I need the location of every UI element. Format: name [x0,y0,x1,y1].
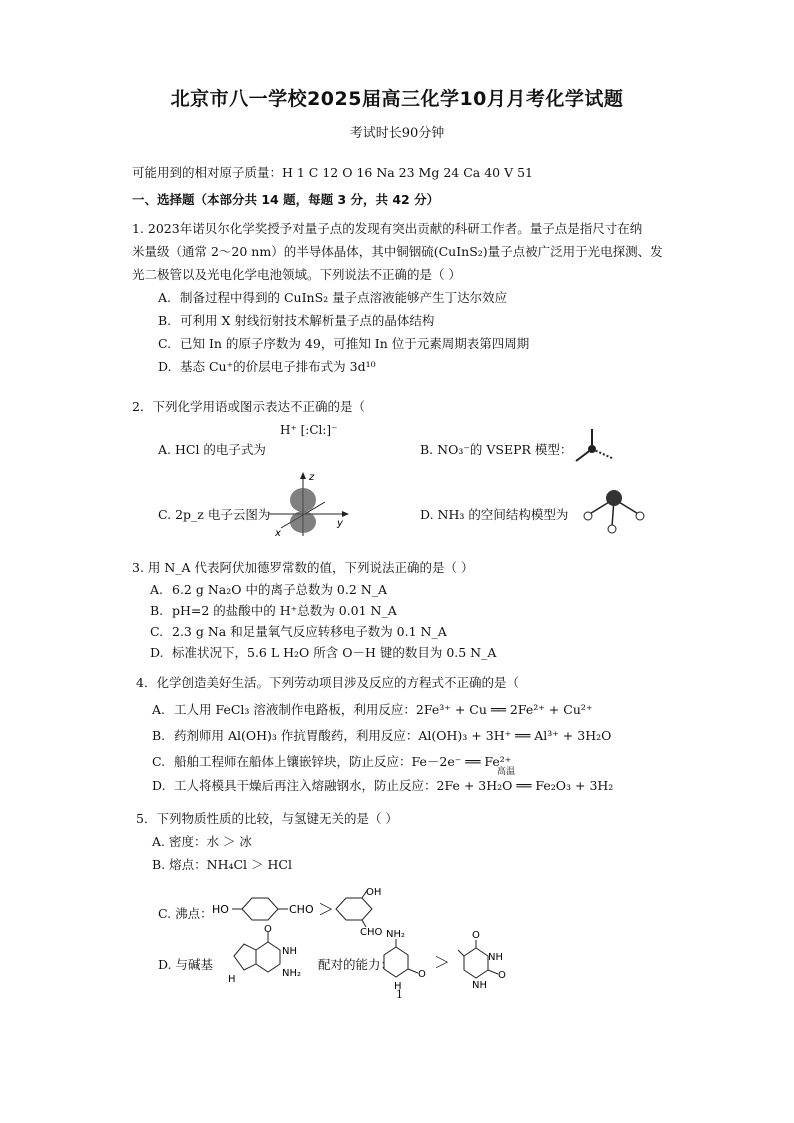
nh3-ball-stick-model [578,485,650,537]
cho-label-ortho: CHO [360,927,383,935]
thymine-nh-label: NH [488,952,503,963]
q2-option-a[interactable]: A. HCl 的电子式为 [158,442,266,457]
cytosine-structure [380,925,440,997]
axis-x-label: x [275,528,281,539]
q2-stem: 2．下列化学用语或图示表达不正确的是（ [132,399,365,414]
pz-orbital-diagram [265,470,355,540]
vsepr-model-diagram [570,425,626,469]
cytosine-nh2-label: NH₂ [386,929,406,940]
guanine-o-label: O [264,924,272,935]
cytosine-o-label: O [418,969,426,980]
q3-option-a[interactable]: A. 6.2 g Na₂O 中的离子总数为 0.2 N_A [150,582,387,597]
axis-y-label: y [337,518,343,529]
comparison-gt-2: ＞ [434,953,451,972]
q4-option-d[interactable]: D. 工人将模具干燥后再注入熔融钢水，防止反应：2Fe + 3H₂O ══ Fe₂O₃ + 3H₂ [152,778,614,793]
q3-stem: 3. 用 N_A 代表阿伏加德罗常数的值，下列说法正确的是（ ） [132,560,474,575]
page-title: 北京市八一学校2025届高三化学10月月考化学试题 [170,88,624,110]
guanine-structure [222,924,312,990]
exam-duration: 考试时长90分钟 [349,126,445,141]
comparison-gt: ＞ [318,900,335,919]
hcl-electron-formula: H⁺ [:Cl:]⁻ [280,423,338,437]
q3-option-b[interactable]: B. pH=2 的盐酸中的 H⁺总数为 0.01 N_A [150,603,397,618]
cytosine-h-label: H [394,981,402,992]
section-heading: 一、选择题（本部分共 14 题，每题 3 分，共 42 分） [132,192,440,207]
cho-label-para: CHO [289,903,314,916]
q3-option-c[interactable]: C. 2.3 g Na 和足量氧气反应转移电子数为 0.1 N_A [150,624,447,639]
q1-option-d[interactable]: D. 基态 Cu⁺的价层电子排布式为 3d¹⁰ [158,359,376,374]
thymine-nh-bottom-label: NH [472,980,487,991]
thymine-o-label: O [472,930,480,941]
q1-stem-line1: 1. 2023年诺贝尔化学奖授予对量子点的发现有突出贡献的科研工作者。量子点是指尺寸在纳 [132,221,643,236]
guanine-nh-label: NH [282,946,297,957]
thymine-o2-label: O [498,970,506,981]
q1-option-b[interactable]: B. 可利用 X 射线衍射技术解析量子点的晶体结构 [158,313,435,328]
q2-option-c[interactable]: C. 2p_z 电子云图为 [158,507,271,522]
q2-option-d[interactable]: D. NH₃ 的空间结构模型为 [420,507,569,522]
q4-stem: 4．化学创造美好生活。下列劳动项目涉及反应的方程式不正确的是（ [136,675,519,690]
guanine-h-label: H [228,974,236,985]
q3-option-d[interactable]: D. 标准状况下，5.6 L H₂O 所含 O－H 键的数目为 0.5 N_A [150,645,497,660]
thymine-structure [458,928,528,992]
q1-stem-line2: 米量级（通常 2～20 nm）的半导体晶体，其中铜铟硫(CuInS₂)量子点被广泛用于光电探测、发 [132,244,663,259]
q1-stem-line3: 光二极管以及光电化学电池领域。下列说法不正确的是（ ） [132,267,461,282]
q5-option-a[interactable]: A. 密度：水 ＞ 冰 [152,834,252,849]
q2-option-b[interactable]: B. NO₃⁻的 VSEPR 模型： [420,442,573,457]
q5-stem: 5．下列物质性质的比较，与氢键无关的是（ ） [136,811,398,826]
q5-option-b[interactable]: B. 熔点：NH₄Cl ＞ HCl [152,857,292,872]
ho-label: HO [212,903,229,916]
axis-z-label: z [309,472,315,483]
q4-option-a[interactable]: A. 工人用 FeCl₃ 溶液制作电路板，利用反应：2Fe³⁺ + Cu ══ 2Fe²⁺ + Cu²⁺ [152,702,593,717]
guanine-nh2-label: NH₂ [282,968,302,979]
oh-label: OH [366,887,382,898]
q5-option-d[interactable]: D. 与碱基 [158,957,214,972]
q4-option-b[interactable]: B. 药剂师用 Al(OH)₃ 作抗胃酸药，利用反应：Al(OH)₃ + 3H⁺ ══ Al³⁺ + 3H₂O [152,728,612,743]
pairing-ability-label: 配对的能力： [318,957,394,972]
q1-option-a[interactable]: A. 制备过程中得到的 CuInS₂ 量子点溶液能够产生丁达尔效应 [158,290,508,305]
atomic-masses: 可能用到的相对原子质量：H 1 C 12 O 16 Na 23 Mg 24 Ca 40 V 51 [132,165,533,180]
reaction-condition: 高温 [497,767,516,777]
footnote-mark: 1 [396,988,403,1001]
q5-option-c[interactable]: C. 沸点： [158,906,213,921]
q1-option-c[interactable]: C. 已知 In 的原子序数为 49，可推知 In 位于元素周期表第四周期 [158,336,530,351]
q4-option-c[interactable]: C. 船舶工程师在船体上镶嵌锌块，防止反应：Fe－2e⁻ ══ Fe²⁺ [152,754,512,769]
